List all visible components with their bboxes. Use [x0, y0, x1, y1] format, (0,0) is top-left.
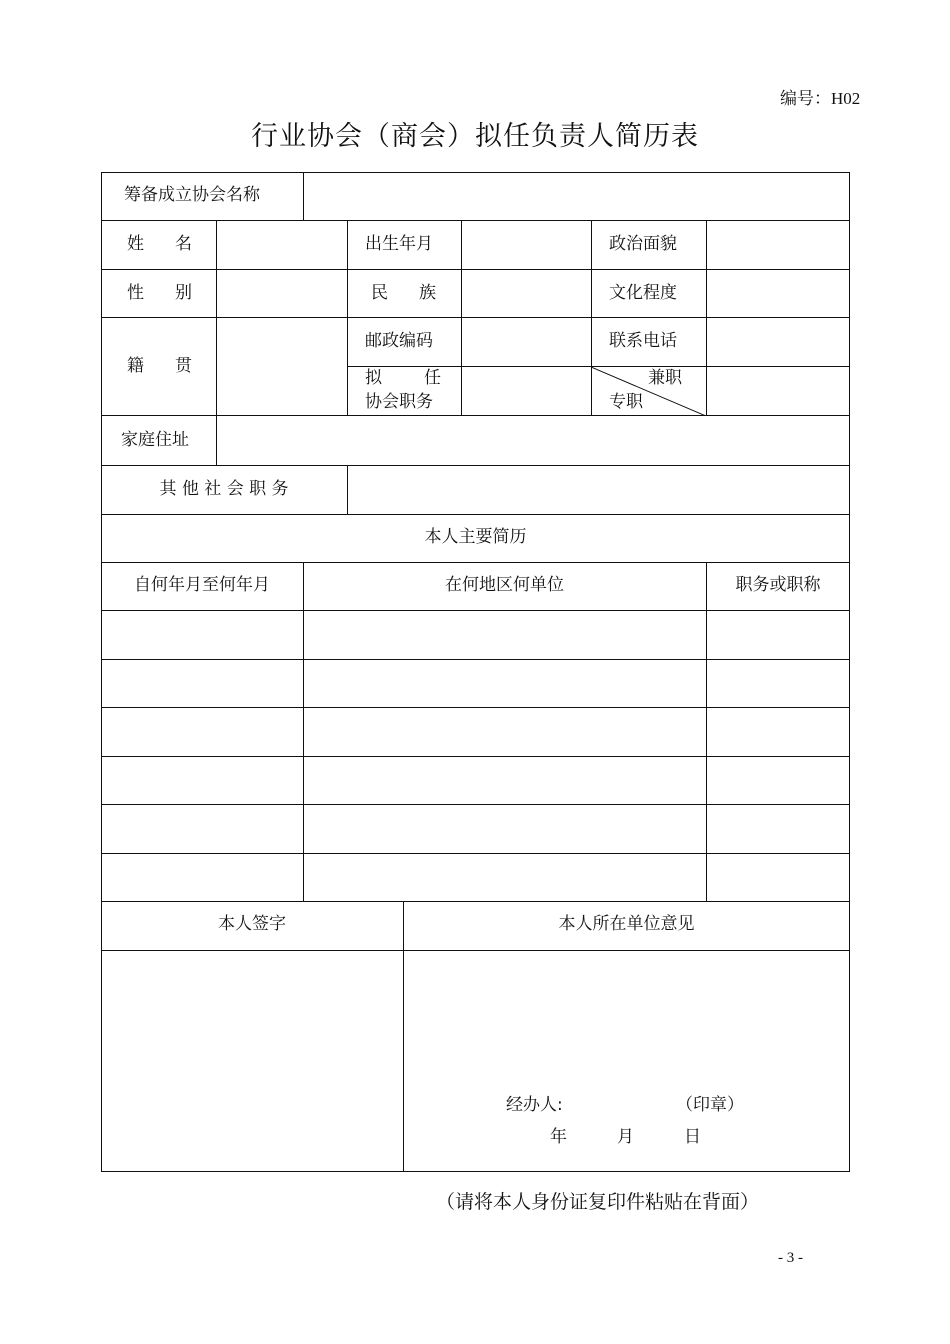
education-label: 文化程度: [609, 283, 677, 303]
post-label-line2: 协会职务: [365, 392, 433, 412]
other-positions-field[interactable]: [348, 466, 849, 514]
row-divider: [101, 514, 850, 515]
birth-field[interactable]: [462, 221, 591, 269]
ethnic-label-char1: 民: [371, 283, 388, 303]
resume-row[interactable]: [101, 757, 850, 804]
page-number: - 3 -: [778, 1250, 803, 1266]
id-copy-note: （请将本人身份证复印件粘贴在背面）: [436, 1191, 760, 1213]
parttime-label: 兼职: [648, 368, 682, 388]
other-positions-label: 其 他 社 会 职 务: [159, 479, 289, 499]
post-field[interactable]: [462, 367, 591, 415]
seal-label: （印章）: [676, 1095, 744, 1115]
resume-row[interactable]: [101, 611, 850, 659]
name-label-char2: 名: [175, 234, 192, 254]
birth-label: 出生年月: [365, 234, 433, 254]
date-day-label: 日: [684, 1127, 701, 1147]
resume-row[interactable]: [101, 708, 850, 756]
address-label: 家庭住址: [121, 430, 189, 450]
page-title: 行业协会（商会）拟任负责人简历表: [251, 121, 699, 152]
row-divider: [101, 562, 850, 563]
ethnic-field[interactable]: [462, 270, 591, 317]
ethnic-label-char2: 族: [419, 283, 436, 303]
name-label-char1: 姓: [127, 234, 144, 254]
resume-row[interactable]: [101, 854, 850, 901]
resume-row[interactable]: [101, 805, 850, 853]
form-code: 编号：H02: [780, 89, 861, 108]
unit-opinion-label: 本人所在单位意见: [558, 914, 695, 934]
phone-label: 联系电话: [609, 331, 677, 351]
resume-col-unit: 在何地区何单位: [445, 575, 564, 595]
political-field[interactable]: [707, 221, 849, 269]
org-name-label: 筹备成立协会名称: [124, 185, 260, 205]
resume-col-title: 职务或职称: [735, 575, 821, 595]
education-field[interactable]: [707, 270, 849, 317]
org-name-field[interactable]: [304, 173, 849, 220]
phone-field[interactable]: [707, 318, 849, 366]
name-field[interactable]: [217, 221, 347, 269]
postcode-label: 邮政编码: [365, 331, 433, 351]
date-month-label: 月: [617, 1127, 634, 1147]
origin-label-char2: 贯: [175, 356, 192, 376]
signature-label: 本人签字: [218, 914, 286, 934]
postcode-field[interactable]: [462, 318, 591, 366]
origin-field[interactable]: [217, 318, 347, 415]
column-divider: [347, 220, 348, 415]
post-label-char2: 任: [424, 368, 441, 388]
handler-label: 经办人:: [506, 1095, 563, 1115]
resume-heading: 本人主要简历: [424, 527, 527, 547]
resume-col-period: 自何年月至何年月: [134, 575, 270, 595]
resume-row[interactable]: [101, 660, 850, 707]
fulltime-label: 专职: [609, 392, 643, 412]
post-type-field[interactable]: [707, 367, 849, 415]
gender-label-char1: 性: [127, 283, 144, 303]
address-field[interactable]: [217, 416, 849, 465]
gender-label-char2: 别: [175, 283, 192, 303]
origin-label-char1: 籍: [127, 356, 144, 376]
gender-field[interactable]: [217, 270, 347, 317]
date-year-label: 年: [550, 1127, 567, 1147]
row-divider: [101, 901, 850, 902]
political-label: 政治面貌: [609, 234, 677, 254]
signature-field[interactable]: [102, 951, 403, 1171]
post-label-char1: 拟: [365, 368, 382, 388]
